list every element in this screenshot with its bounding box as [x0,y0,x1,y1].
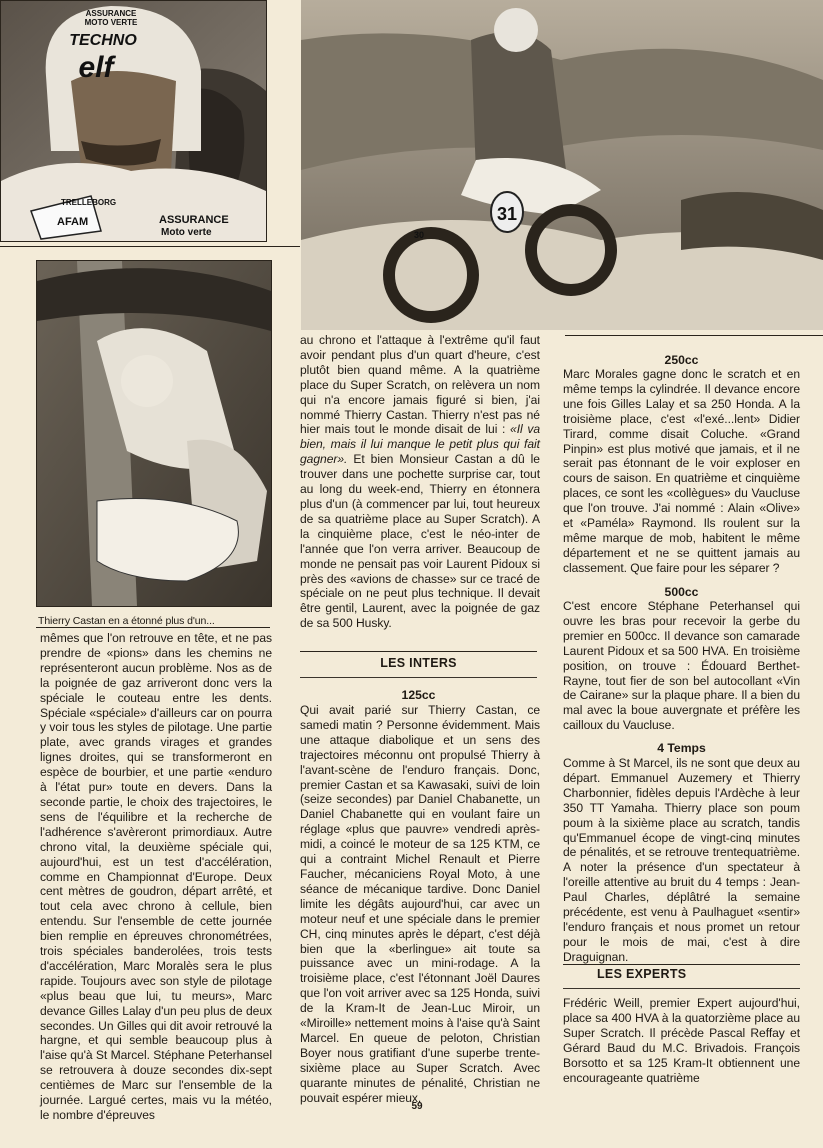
page-number: 59 [411,1101,423,1112]
divider-inters-top [300,651,537,652]
bike-number: 31 [496,204,518,224]
photo-rider-on-bike [301,0,823,330]
divider-experts-top [563,964,800,965]
heading-500cc: 500cc [664,585,699,599]
col2-text-after: Et bien Monsieur Castan a dû le trouver dans une pochette surprise car, tout au long du week-end, Thierry en étonnera plus d'un (à commencer par lui, tout heureux de sa quatrième place au Super Scratch). A la cinquième place, c'est le néo-inter de l'année que l'on verra arriver. Beaucoup de monde ne pensait pas voir Laurent Pidoux si près des «avions de chasse» sur ce tracé de spéciale on ne peut plus technique. Il devait être gentil, Laurent, avec la poignée de gaz de sa 500 Husky. [300,452,540,631]
heading-125cc: 125cc [401,688,436,702]
col1-paragraph: mêmes que l'on retrouve en tête, et ne pas prendre de «pions» dans les chemins ne représenteront aucun problème. Nos as de la poignée de gaz arriveront donc vers la spéciale le couteau entre les dents. Spéciale «spéciale» d'ailleurs car on pourra y voir tous les styles de pilotage. Une partie plate, avec grands virages et grandes lignes droites, qui se transformeront en espèce de bourbier, et une partie «enduro à l'état pur» toute en devers. Dans la seconde partie, le choix des trajectoires, le sens de l'équilibre et la recherche de l'adhérence s'avèreront primordiaux. Autre chrono vital, la deuxième spéciale qui, aujourd'hui, est un test d'accélération, comme en Championnat d'Europe. Deux cent mètres de goudron, départ arrêté, et tout cela avec chrono à cellule, bien entendu. Sur l'ensemble de cette journée bien remplie en épreuves chronométrées, trois spéciales banderolées, trois tests d'accélération, Marc Moralès sera le plus rapide. Toujours avec son style de pilotage «plus beau que lui, tu meurs», Marc devance Gilles Lalay d'un peu plus de deux secondes. Un Gilles qui dit avoir retrouvé la hargne, et qui semble beaucoup plus à l'aise qu'à St Marcel. Stéphane Peterhansel se retrouvera à douze secondes dix-sept centièmes de Marc sur l'ensemble de la journée. Largué certes, mais vu la météo, le nombre d'épreuves [40,631,272,1122]
photo-rider-portrait [0,0,267,242]
section-title-inters: LES INTERS [380,656,457,670]
article-col3-experts [563,996,800,1085]
divider-experts-bottom [563,988,800,989]
photo-caption: Thierry Castan en a étonné plus d'un... [38,615,215,627]
bike-plate: 30 [414,230,425,240]
col2-text-before: au chrono et l'attaque à l'extrême qu'il faut avoir pendant plus d'un quart d'heure, c'est plutôt bien quand même. A la quatrième place du Super Scratch, on relèvera un nom qui n'a encore jamais figuré si bien, j'ai nommé Thierry Castan. Thierry n'est pas né hier mais tout le monde disait de lui : [300,333,540,437]
helmet-logo-assurance: ASSURANCE [85,9,137,18]
section-title-experts: LES EXPERTS [597,967,687,981]
helmet-logo-moto-verte: MOTO VERTE [84,18,138,27]
jersey-logo-moto-verte: Moto verte [161,227,212,238]
helmet-logo-techno: TECHNO [69,32,137,49]
col3-paragraph-500: C'est encore Stéphane Peterhansel qui ouvre les bras pour recevoir la gerbe du premier en 500cc. Il devance son camarade Laurent Pidoux et sa 500 HVA. En troisième position, on trouve : Édouard Berthet-Rayne, tout fier de son bel autocollant «Vin de Cairane» sur la plaque phare. Il a bien du mal avec la boue auvergnate et préfère les cailloux du Vaucluse. [563,599,800,733]
col3-paragraph-4temps: Comme à St Marcel, ils ne sont que deux au départ. Emmanuel Auzemery et Thierry Charbonnier, fidèles depuis l'Ardèche à leur 350 TT Yamaha. Thierry place son poum poum à la sixième place au scratch, tandis qu'Emmanuel écope de vingt-cinq minutes de pénalités, et se retrouve trentequatrième. A noter la présence d'un spectateur à l'oreille attentive au bruit du 4 temps : Jean-Paul Charles, déplâtré la semaine précédente, est venu à Paulhaguet «sentir» l'enduro français et nous promet un retour pour le mois de mai, c'est à dire Draguignan. [563,756,800,964]
article-col3-4temps [563,756,800,965]
divider-left-caption [36,627,270,628]
heading-250cc: 250cc [664,353,699,367]
article-col2 [300,333,540,631]
photo-thierry-castan [36,260,272,607]
divider-left-top [0,246,300,247]
helmet-logo-elf: elf [78,51,114,84]
jersey-logo-afam: AFAM [57,216,89,228]
divider-inters-bottom [300,677,537,678]
article-col3-250 [563,367,800,576]
article-col2-125 [300,703,540,1105]
col2-paragraph-top [300,333,540,631]
article-col3-500 [563,599,800,733]
col3-paragraph-250: Marc Morales gagne donc le scratch et en même temps la cylindrée. Il devance encore une fois Gilles Lalay et sa 250 Honda. A la troisième place, c'est «l'exé...lent» Didier Tirard, comme disait Coluche. «Grand Pinpin» est plus motivé que jamais, et il ne serait pas étonnant de le voir exploser en cours de saison. En quatrième et cinquième places, ce sont les «collègues» du Vaucluse que l'on trouve. J'ai nommé : Alain «Olive» et «Paméla» Raymond. Ils roulent sur la même marque de mob, habitent le même département et ne se quittent jamais au classement. Que faire pour les séparer ? [563,367,800,575]
jersey-logo-assurance: ASSURANCE [159,214,229,226]
heading-4temps: 4 Temps [657,741,706,755]
article-col1 [40,631,272,1123]
col2-quote: «Il va bien, mais il lui manque le petit plus qui fait gagner». [300,422,540,467]
divider-right-top [565,335,823,336]
col3-paragraph-experts: Frédéric Weill, premier Expert aujourd'hui, place sa 400 HVA à la quatorzième place au Super Scratch. Il précède Pascal Reffay et Gérard Baud du M.C. Brivadois. François Borsotto et sa 125 Kram-It obtiennent une encourageante quatrième [563,996,800,1085]
jersey-logo-trelleborg: TRELLEBORG [61,198,117,207]
col2-paragraph-125: Qui avait parié sur Thierry Castan, ce samedi matin ? Personne évidemment. Mais une attaque diabolique et un sens des trajectoires méconnu ont propulsé Thierry à l'avant-scène de l'enduro français. Donc, premier Castan et sa Kawasaki, suivi de loin (seize secondes) par Daniel Chabanette, un Daniel Chabanette qui en voulant faire un réglage «plus que pauvre» vendredi après-midi, a coincé le moteur de sa 125 KTM, ce qui a contraint Michel Renault et Pierre Faucher, mécaniciens Royal Moto, à une séance de mécanique tardive. Donc Daniel limite les dégâts aujourd'hui, car avec un moteur neuf et une spéciale dans le premier CH, cinq minutes après le départ, c'est déjà bien que la «berlingue» ait toute sa puissance avec un mini-rodage. A la troisième place, c'est l'étonnant Joël Daures que l'on voit arriver avec sa 125 Honda, suivi de la Kram-It de Jean-Luc Miroir, un «Miroille» nettement moins à l'aise qu'à Saint Marcel. En queue de peloton, Christian Boyer nous gratifiant d'une superbe trente-sixième place au Super Scratch. Avec quarante minutes de pénalité, Christian ne pouvait espérer mieux. [300,703,540,1105]
